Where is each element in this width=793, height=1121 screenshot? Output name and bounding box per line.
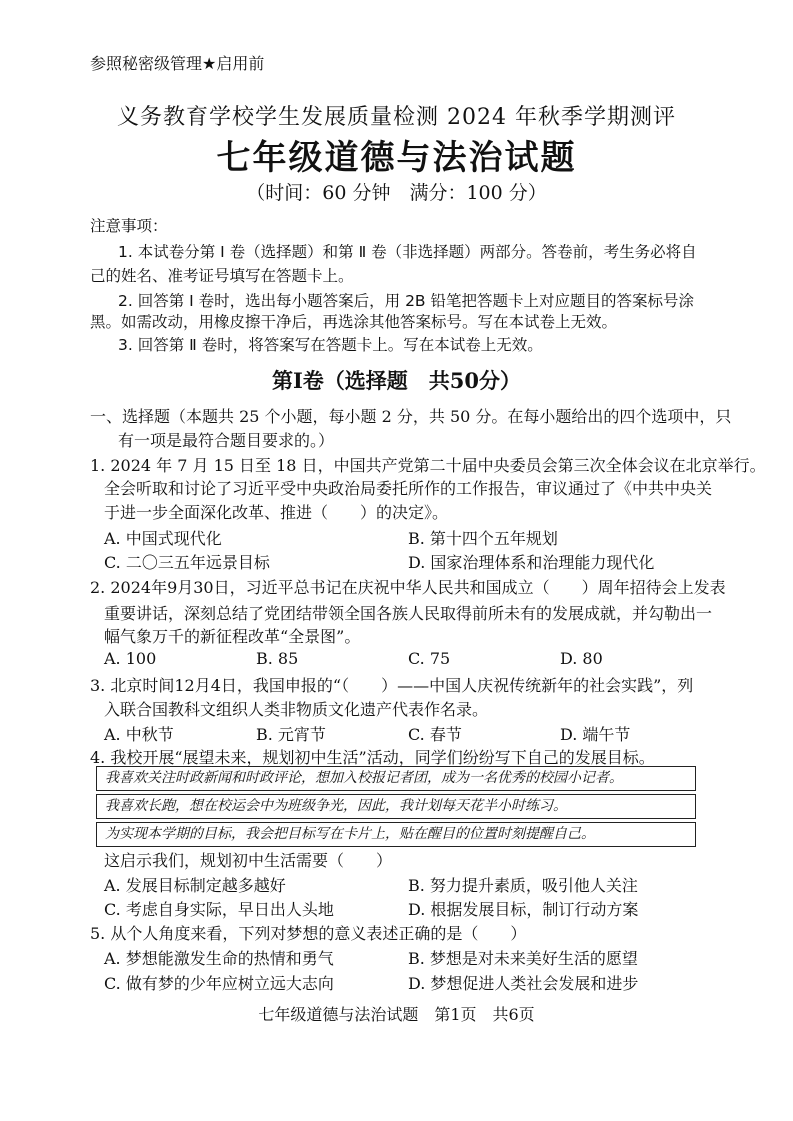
question-2-stem: 2. 2024年9月30日，习近平总书记在庆祝中华人民共和国成立（ ）周年招待会上发表 — [90, 578, 726, 597]
goal-box: 为实现本学期的目标，我会把目标写在卡片上，贴在醒目的位置时刻提醒自己。 — [96, 822, 696, 847]
goals-boxes — [96, 766, 696, 850]
question-1-option: B. 第十四个五年规划 — [408, 529, 558, 548]
question-2-option: A. 100 — [104, 649, 157, 668]
instructions-line: 有一项是最符合题目要求的。） — [118, 431, 335, 450]
question-5-option: D. 梦想促进人类社会发展和进步 — [408, 974, 639, 993]
secret-level-label: 参照秘密级管理★启用前 — [90, 54, 265, 73]
section-title: 第Ⅰ卷（选择题 共50分） — [271, 368, 522, 393]
page-footer: 七年级道德与法治试题 第1页 共6页 — [258, 1005, 535, 1024]
note-line: 1. 本试卷分第 Ⅰ 卷（选择题）和第 Ⅱ 卷（非选择题）两部分。答卷前，考生务必将自 — [118, 243, 697, 261]
question-1-stem: 于进一步全面深化改革、推进（ ）的决定》。 — [104, 503, 449, 522]
question-2-option: C. 75 — [408, 649, 451, 668]
question-3-stem: 入联合国教科文组织人类非物质文化遗产代表作名录。 — [104, 700, 489, 719]
question-2-option: B. 85 — [256, 649, 299, 668]
question-1-stem: 1. 2024 年 7 月 15 日至 18 日，中国共产党第二十届中央委员会第三次全体会议在北京举行。 — [90, 456, 766, 475]
question-4-followup: 这启示我们，规划初中生活需要（ ） — [104, 851, 393, 870]
question-5-stem: 5. 从个人角度来看，下列对梦想的意义表述正确的是（ ） — [90, 924, 527, 943]
note-line: 3. 回答第 Ⅱ 卷时，将答案写在答题卡上。写在本试卷上无效。 — [118, 336, 543, 354]
question-3-option: C. 春节 — [408, 725, 462, 744]
note-line: 己的姓名、准考证号填写在答题卡上。 — [90, 267, 354, 285]
question-2-stem: 幅气象万千的新征程改革“全景图”。 — [104, 627, 361, 646]
notes-heading: 注意事项： — [90, 217, 168, 235]
question-5-option: A. 梦想能激发生命的热情和勇气 — [104, 949, 334, 968]
instructions-line: 一、选择题（本题共 25 个小题，每小题 2 分，共 50 分。在每小题给出的四个选项中，只 — [90, 407, 732, 426]
question-5-option: B. 梦想是对未来美好生活的愿望 — [408, 949, 638, 968]
goal-box: 我喜欢关注时政新闻和时政评论，想加入校报记者团，成为一名优秀的校园小记者。 — [96, 766, 696, 791]
exam-meta: （时间：60 分钟 满分：100 分） — [246, 182, 547, 204]
question-4-option: B. 努力提升素质，吸引他人关注 — [408, 876, 638, 895]
question-3-option: A. 中秋节 — [104, 725, 174, 744]
question-4-option: A. 发展目标制定越多越好 — [104, 876, 286, 895]
question-4-option: D. 根据发展目标，制订行动方案 — [408, 900, 639, 919]
organization-line: 义务教育学校学生发展质量检测 2024 年秋季学期测评 — [117, 105, 676, 130]
question-3-option: B. 元宵节 — [256, 725, 326, 744]
question-4-stem: 4. 我校开展“展望未来，规划初中生活”活动，同学们纷纷写下自己的发展目标。 — [90, 748, 655, 767]
question-2-stem: 重要讲话，深刻总结了党团结带领全国各族人民取得前所未有的发展成就，并勾勒出一 — [104, 604, 713, 623]
question-5-option: C. 做有梦的少年应树立远大志向 — [104, 974, 334, 993]
question-4-option: C. 考虑自身实际，早日出人头地 — [104, 900, 334, 919]
question-1-stem: 全会听取和讨论了习近平受中央政治局委托所作的工作报告，审议通过了《中共中央关 — [104, 479, 713, 498]
question-1-option: A. 中国式现代化 — [104, 529, 222, 548]
note-line: 黑。如需改动，用橡皮擦干净后，再选涂其他答案标号。写在本试卷上无效。 — [90, 313, 618, 331]
goal-box: 我喜欢长跑，想在校运会中为班级争光，因此，我计划每天花半小时练习。 — [96, 794, 696, 819]
question-2-option: D. 80 — [560, 649, 603, 668]
question-1-option: D. 国家治理体系和治理能力现代化 — [408, 553, 655, 572]
question-3-stem: 3. 北京时间12月4日，我国申报的“（ ）——中国人庆祝传统新年的社会实践”，列 — [90, 676, 694, 695]
question-3-option: D. 端午节 — [560, 725, 631, 744]
page-title: 七年级道德与法治试题 — [216, 138, 577, 178]
question-1-option: C. 二〇三五年远景目标 — [104, 553, 270, 572]
note-line: 2. 回答第 Ⅰ 卷时，选出每小题答案后，用 2B 铅笔把答题卡上对应题目的答案标号涂 — [118, 292, 694, 310]
